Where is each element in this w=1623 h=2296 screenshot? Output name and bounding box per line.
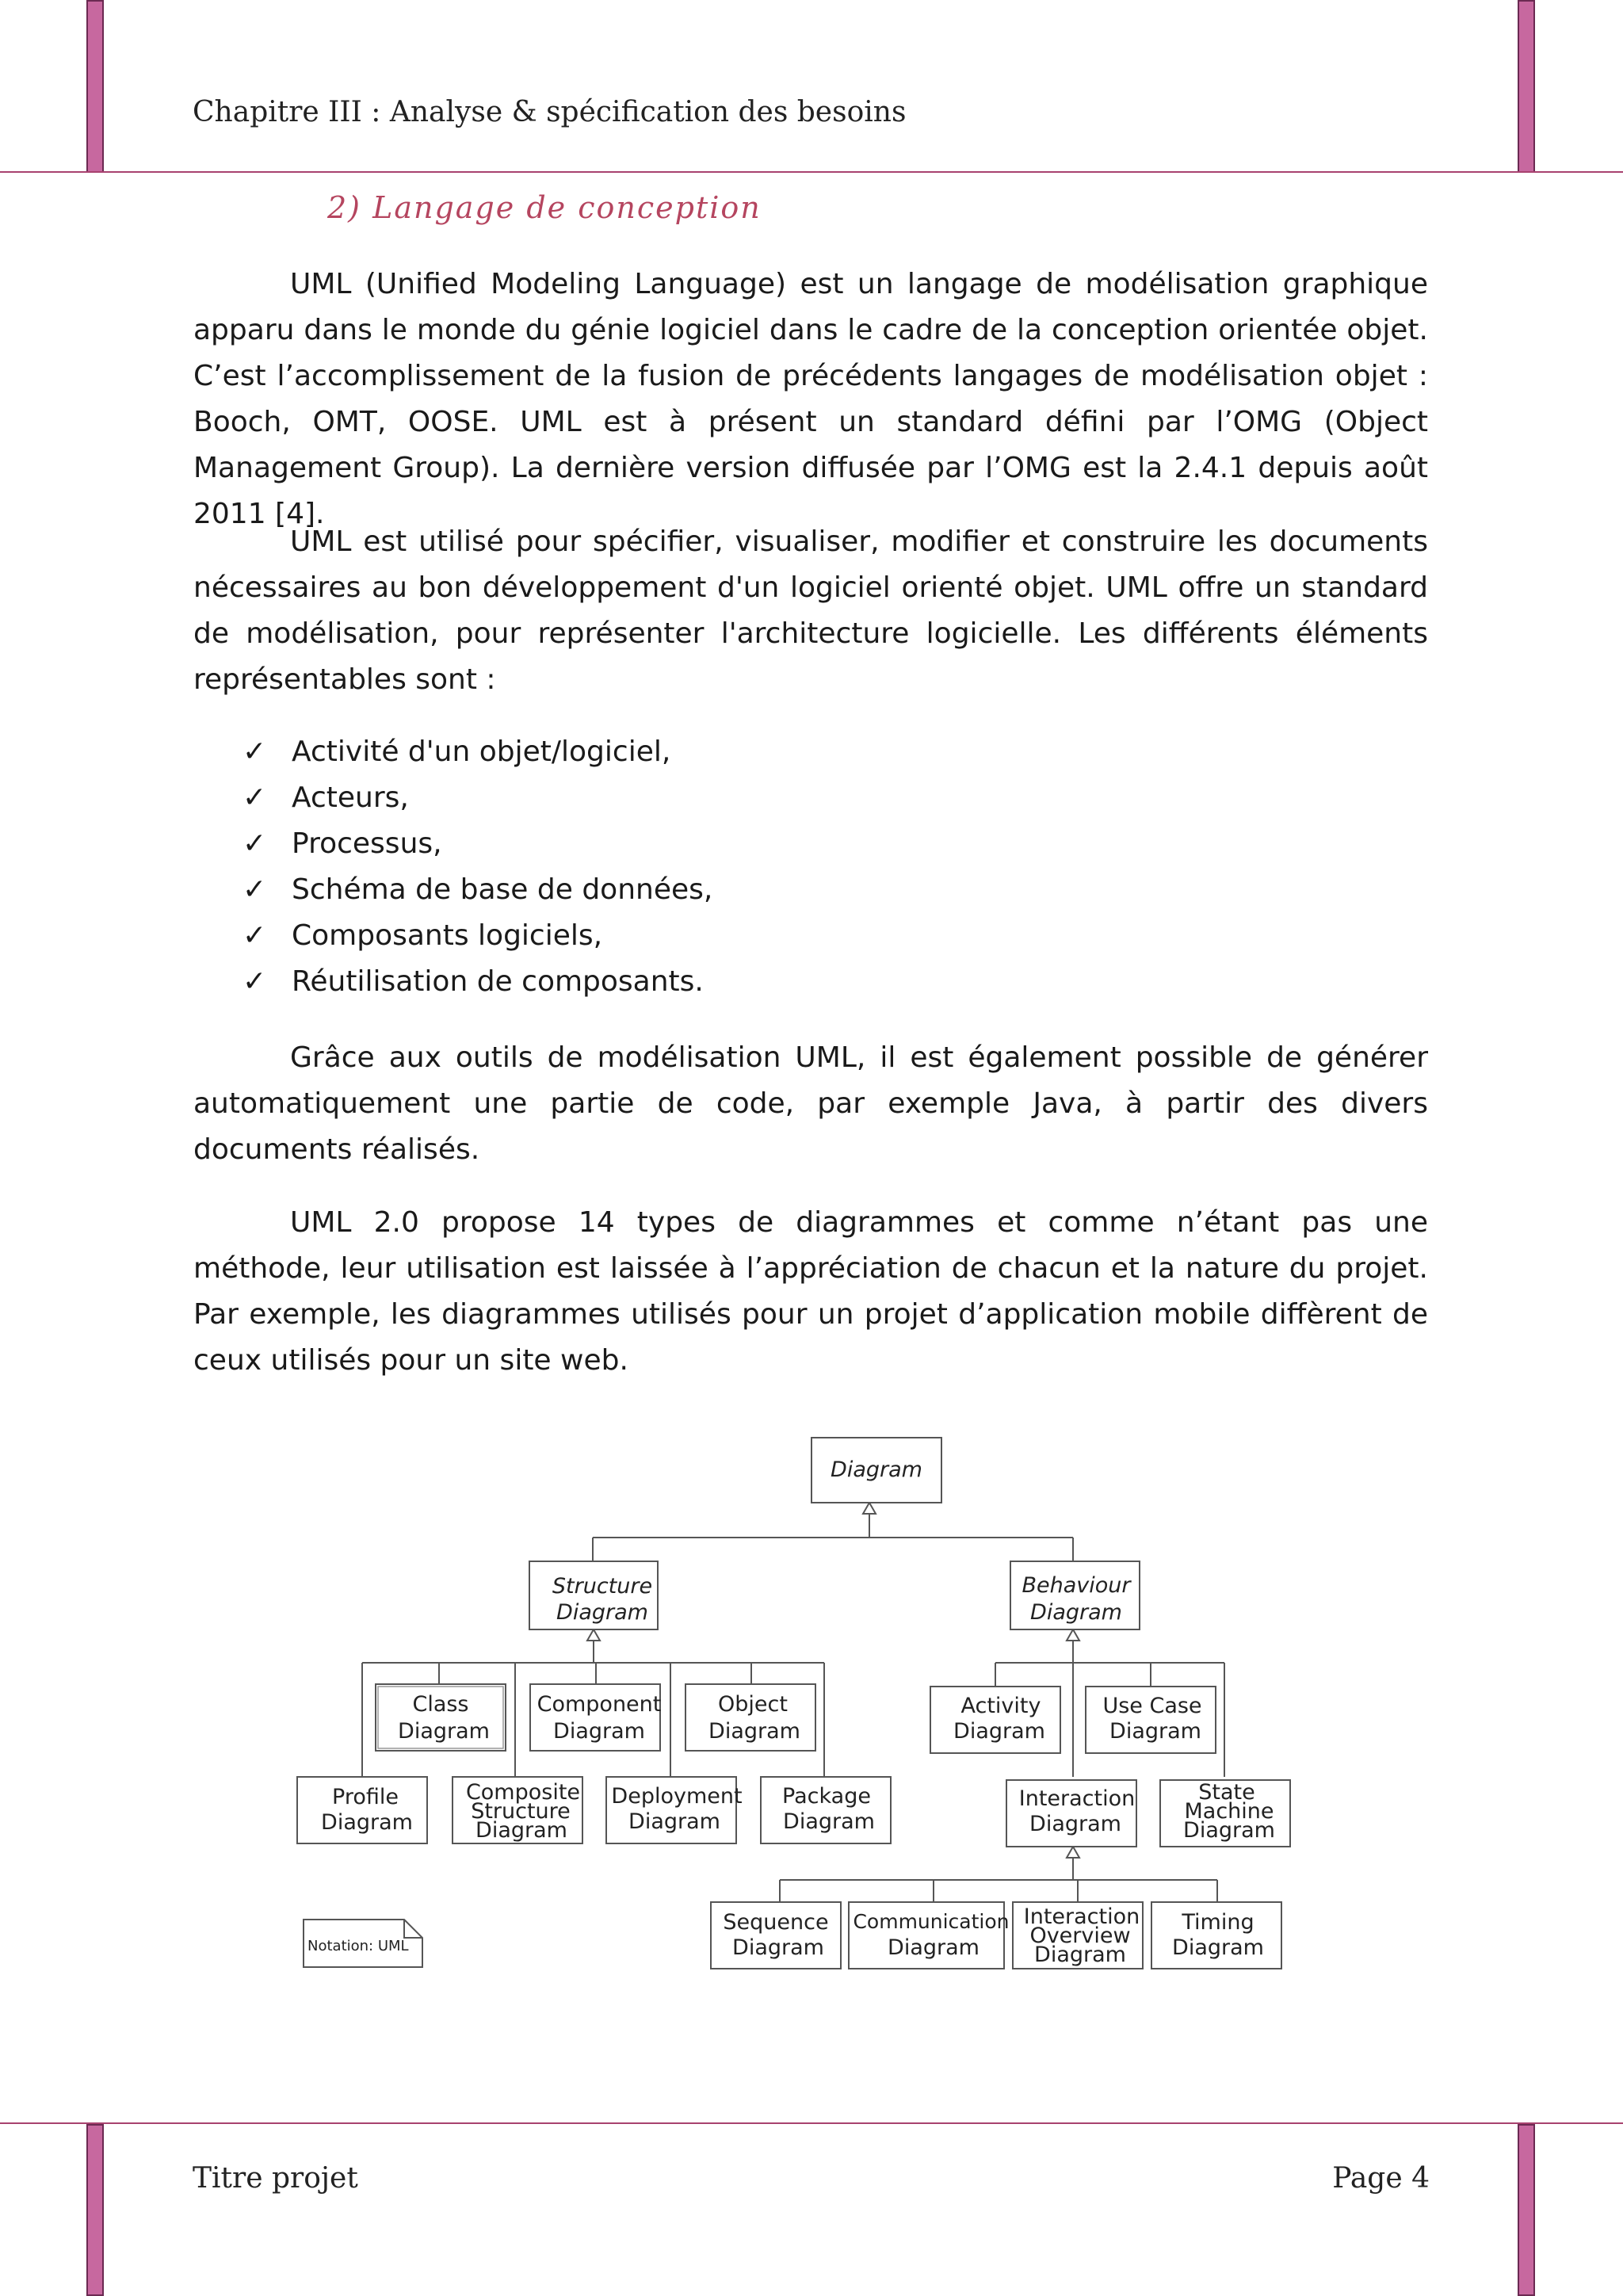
svg-text:Notation: UML: Notation: UML bbox=[307, 1938, 409, 1954]
inheritance-arrow-icon bbox=[587, 1629, 600, 1641]
inheritance-arrow-icon bbox=[1067, 1847, 1079, 1858]
list-item: ✓ Processus, bbox=[193, 821, 1428, 867]
footer-page-number: Page 4 bbox=[1332, 2162, 1430, 2195]
inheritance-arrow-icon bbox=[863, 1503, 876, 1514]
node-use-case-diagram bbox=[1086, 1687, 1216, 1753]
node-state-machine-diagram bbox=[1160, 1780, 1290, 1847]
node-package-diagram bbox=[761, 1777, 891, 1843]
svg-text:Class: Class bbox=[412, 1692, 469, 1717]
svg-text:Interaction: Interaction bbox=[1018, 1786, 1136, 1811]
svg-text:Diagram: Diagram bbox=[1109, 1719, 1201, 1744]
node-class-diagram bbox=[376, 1684, 506, 1751]
svg-text:Diagram: Diagram bbox=[1030, 1600, 1122, 1625]
inheritance-arrow-icon bbox=[1067, 1629, 1079, 1641]
svg-text:Component: Component bbox=[537, 1692, 662, 1717]
checkmark-icon: ✓ bbox=[242, 919, 267, 952]
bullet-list bbox=[193, 729, 1428, 1005]
svg-text:Diagram: Diagram bbox=[1183, 1818, 1275, 1843]
svg-text:Diagram: Diagram bbox=[398, 1719, 490, 1744]
bottom-right-bar bbox=[1518, 2124, 1535, 2296]
node-timing-diagram bbox=[1151, 1902, 1281, 1969]
svg-text:State: State bbox=[1198, 1780, 1255, 1805]
svg-text:Package: Package bbox=[782, 1784, 871, 1809]
svg-text:Machine: Machine bbox=[1184, 1799, 1274, 1824]
node-component-diagram bbox=[530, 1684, 661, 1751]
list-item: ✓ Activité d'un objet/logiciel, bbox=[193, 729, 1428, 775]
svg-text:Profile: Profile bbox=[332, 1785, 399, 1809]
node-profile-diagram bbox=[297, 1777, 427, 1843]
node-behaviour-diagram bbox=[1010, 1561, 1140, 1629]
svg-text:Behaviour: Behaviour bbox=[1022, 1573, 1131, 1598]
list-item: ✓ Acteurs, bbox=[193, 775, 1428, 821]
bottom-left-bar bbox=[86, 2124, 104, 2296]
list-item: ✓ Schéma de base de données, bbox=[193, 867, 1428, 913]
checkmark-icon: ✓ bbox=[242, 781, 267, 814]
svg-text:Communication: Communication bbox=[853, 1910, 1010, 1933]
node-interaction-diagram bbox=[1006, 1780, 1136, 1847]
svg-text:Diagram: Diagram bbox=[888, 1935, 980, 1960]
node-structure-diagram bbox=[529, 1561, 658, 1629]
svg-text:Diagram: Diagram bbox=[1172, 1935, 1264, 1960]
footer-rule bbox=[0, 2122, 1623, 2124]
svg-text:Diagram: Diagram bbox=[1034, 1943, 1126, 1967]
svg-text:Sequence: Sequence bbox=[723, 1910, 829, 1935]
node-diagram bbox=[812, 1438, 941, 1503]
node-sequence-diagram bbox=[711, 1902, 841, 1969]
list-item: ✓ Réutilisation de composants. bbox=[193, 959, 1428, 1005]
node-activity-diagram bbox=[930, 1687, 1060, 1753]
header-title: Chapitre III : Analyse & spécification des besoins bbox=[193, 96, 907, 128]
svg-text:Composite: Composite bbox=[465, 1780, 581, 1805]
node-communication-diagram bbox=[849, 1902, 1010, 1969]
footer-project-title: Titre projet bbox=[193, 2162, 358, 2195]
uml-diagram-hierarchy bbox=[285, 1427, 1316, 1981]
header-rule bbox=[0, 171, 1623, 173]
node-composite-structure-diagram bbox=[453, 1777, 582, 1843]
svg-text:Diagram: Diagram bbox=[953, 1719, 1045, 1744]
svg-text:Diagram: Diagram bbox=[321, 1810, 413, 1835]
svg-text:Diagram: Diagram bbox=[475, 1818, 567, 1843]
svg-text:Activity: Activity bbox=[960, 1694, 1041, 1718]
node-interaction-overview-diagram bbox=[1013, 1902, 1143, 1969]
svg-text:Structure: Structure bbox=[552, 1574, 653, 1599]
svg-text:Diagram: Diagram bbox=[1029, 1812, 1121, 1836]
list-item: ✓ Composants logiciels, bbox=[193, 913, 1428, 959]
notation-note bbox=[304, 1920, 422, 1967]
svg-text:Diagram: Diagram bbox=[556, 1600, 648, 1625]
checkmark-icon: ✓ bbox=[242, 735, 267, 768]
node-deployment-diagram bbox=[606, 1777, 743, 1843]
node-object-diagram bbox=[685, 1684, 815, 1751]
paragraph-3: Grâce aux outils de modélisation UML, il est également possible de générer automatiquement une partie de code, par exemple Java, à partir des divers documents réalisés. bbox=[193, 1041, 1428, 1166]
svg-text:Diagram: Diagram bbox=[732, 1935, 824, 1960]
section-heading: 2) Langage de conception bbox=[327, 190, 762, 225]
svg-text:Overview: Overview bbox=[1029, 1924, 1131, 1948]
svg-text:Structure: Structure bbox=[471, 1799, 571, 1824]
svg-text:Diagram: Diagram bbox=[783, 1809, 875, 1834]
svg-text:Diagram: Diagram bbox=[831, 1457, 922, 1482]
checkmark-icon: ✓ bbox=[242, 873, 267, 906]
paragraph-1: UML (Unified Modeling Language) est un langage de modélisation graphique apparu dans le monde du génie logiciel dans le cadre de la conception orientée objet. C’est l’accomplissement de la fusion de précédents langages de modélisation objet : Booch, OMT, OOSE. UML est à présent un standard défini par l’OMG (Object Management Group). La dernière version diffusée par l’OMG est la 2.4.1 depuis août 2011 [4]. bbox=[193, 268, 1428, 530]
svg-text:Diagram: Diagram bbox=[628, 1809, 720, 1834]
top-left-bar bbox=[86, 0, 104, 173]
paragraph-2: UML est utilisé pour spécifier, visualiser, modifier et construire les documents nécessaires au bon développement d'un logiciel orienté objet. UML offre un standard de modélisation, pour représenter l'architecture logicielle. Les différents éléments représentables sont : bbox=[193, 525, 1428, 696]
svg-text:Deployment: Deployment bbox=[611, 1784, 743, 1809]
svg-text:Timing: Timing bbox=[1182, 1910, 1254, 1935]
svg-text:Object: Object bbox=[718, 1692, 788, 1717]
top-right-bar bbox=[1518, 0, 1535, 173]
checkmark-icon: ✓ bbox=[242, 827, 267, 860]
svg-text:Diagram: Diagram bbox=[708, 1719, 800, 1744]
paragraph-4: UML 2.0 propose 14 types de diagrammes et comme n’étant pas une méthode, leur utilisation est laissée à l’appréciation de chacun et la nature du projet. Par exemple, les diagrammes utilisés pour un projet d’application mobile diffèrent de ceux utilisés pour un site web. bbox=[193, 1206, 1428, 1377]
svg-text:Use Case: Use Case bbox=[1102, 1694, 1202, 1718]
svg-text:Interaction: Interaction bbox=[1023, 1904, 1140, 1929]
checkmark-icon: ✓ bbox=[242, 965, 267, 998]
svg-text:Diagram: Diagram bbox=[553, 1719, 645, 1744]
